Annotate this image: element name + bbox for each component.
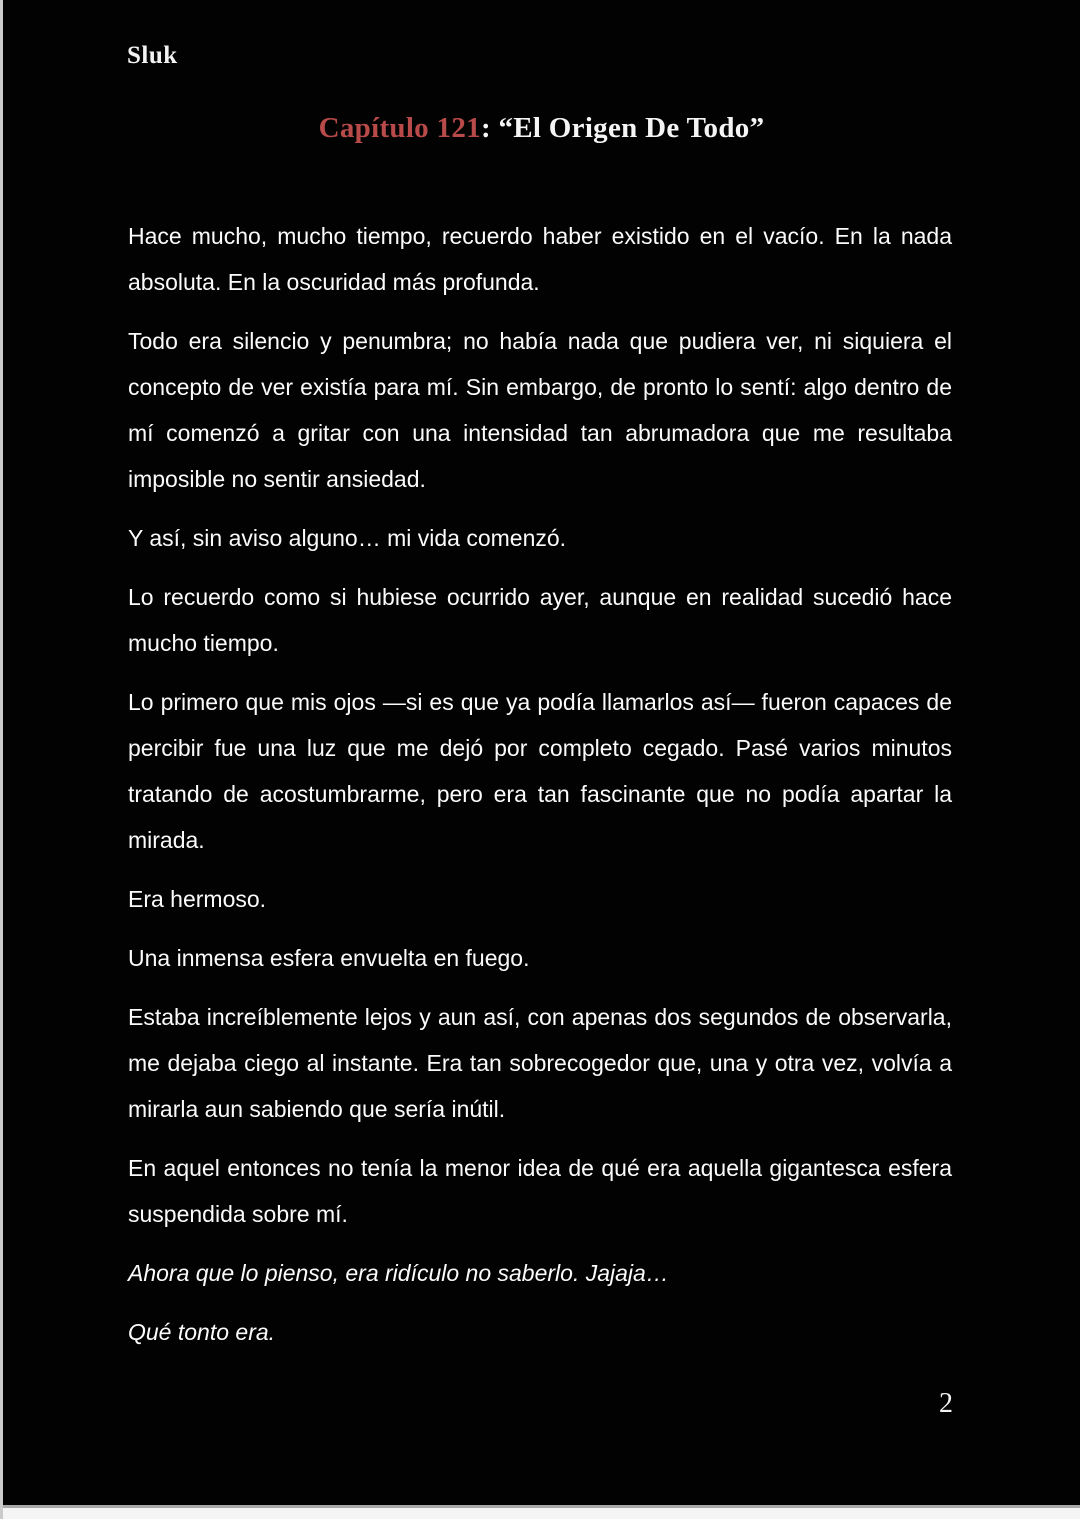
paragraph: Lo primero que mis ojos —si es que ya podía llamarlos así— fueron capaces de percibir fue una luz que me dejó por completo cegado. Pasé varios minutos tratando de acostumbrarme, pero era tan fascinante que no podía apartar la mirada. (128, 689, 952, 853)
page-number: 2 (939, 1388, 953, 1419)
paragraph: Hace mucho, mucho tiempo, recuerdo haber existido en el vacío. En la nada absoluta. En la oscuridad más profunda. (128, 223, 952, 295)
paragraph: Lo recuerdo como si hubiese ocurrido ayer, aunque en realidad sucedió hace mucho tiempo. (128, 584, 952, 656)
chapter-body (128, 213, 952, 1368)
paragraph: Y así, sin aviso alguno… mi vida comenzó. (128, 525, 567, 551)
chapter-title-text: : “El Origen De Todo” (480, 112, 765, 144)
paragraph: Ahora que lo pienso, era ridículo no saberlo. Jajaja… (128, 1260, 669, 1286)
chapter-number: Capítulo 121 (318, 112, 481, 144)
paragraph: Todo era silencio y penumbra; no había nada que pudiera ver, ni siquiera el concepto de ver existía para mí. Sin embargo, de pronto lo sentí: algo dentro de mí comenzó a gritar con una intensidad tan abrumadora que me resultaba imposible no sentir ansiedad. (128, 328, 952, 492)
paragraph: En aquel entonces no tenía la menor idea de qué era aquella gigantesca esfera suspendida sobre mí. (128, 1155, 952, 1227)
author-name: Sluk (127, 42, 178, 69)
paragraph: Era hermoso. (128, 886, 267, 912)
paragraph: Qué tonto era. (128, 1319, 276, 1345)
paragraph: Una inmensa esfera envuelta en fuego. (128, 945, 530, 971)
document-page (3, 0, 1080, 1508)
paragraph: Estaba increíblemente lejos y aun así, con apenas dos segundos de observarla, me dejaba ciego al instante. Era tan sobrecogedor que, una y otra vez, volvía a mirarla aun sabiendo que sería inútil. (128, 1004, 952, 1122)
chapter-title (3, 112, 1080, 145)
